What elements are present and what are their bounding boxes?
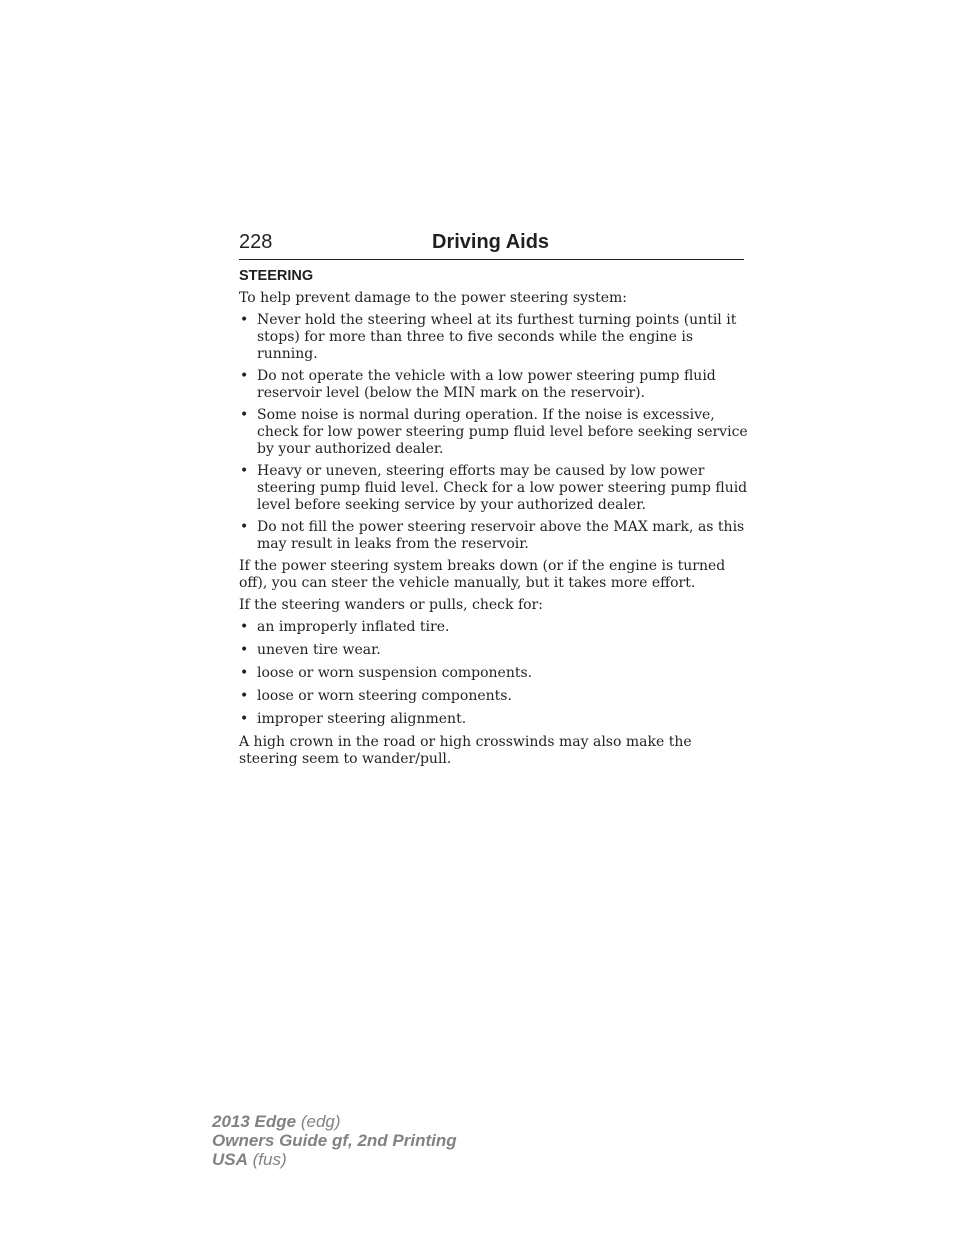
bullet-icon: • [240,519,249,535]
page-number: 228 [239,231,273,253]
footer-market: USA [212,1150,248,1169]
footer-line-market [212,1150,457,1169]
list-item-text: loose or worn suspension components. [257,665,533,681]
check-intro-paragraph: If the steering wanders or pulls, check for: [239,597,543,613]
page-header [239,228,744,260]
bullet-icon: • [240,312,249,328]
footer-model: 2013 Edge [212,1112,297,1131]
footer-model-code: (edg) [296,1112,341,1131]
bullet-icon: • [240,407,249,423]
footer [212,1112,457,1169]
bullet-icon: • [240,665,249,681]
list-item-text: Some noise is normal during operation. If the noise is excessive, check for low power steering pump fluid level before seeking service by your authorized dealer. [257,407,748,457]
footer-line-model [212,1112,457,1131]
list-item-text: loose or worn steering components. [257,688,512,704]
list-item [239,688,749,705]
list-item [239,711,749,728]
list-item-text: uneven tire wear. [257,642,381,658]
list-item-text: Do not fill the power steering reservoir above the MAX mark, as this may result in leaks from the reservoir. [257,519,745,552]
list-item-text: Heavy or uneven, steering efforts may be caused by low power steering pump fluid level. Check for a low power steering pump fluid level before seeking service by your authorized dealer. [257,463,748,513]
list-item-text: improper steering alignment. [257,711,467,727]
list-item-text: an improperly inflated tire. [257,619,450,635]
footer-guide: Owners Guide gf, 2nd Printing [212,1131,457,1150]
list-item [239,463,749,514]
bullet-icon: • [240,711,249,727]
check-list [239,619,749,728]
chapter-title: Driving Aids [432,231,550,253]
bullet-icon: • [240,688,249,704]
breakdown-paragraph: If the power steering system breaks down (or if the engine is turned off), you can steer the vehicle manually, but it takes more effort. [239,558,726,591]
list-item [239,368,749,402]
list-item [239,665,749,682]
list-item-text: Do not operate the vehicle with a low power steering pump fluid reservoir level (below the MIN mark on the reservoir). [257,368,716,401]
page-content [239,267,749,773]
footer-market-code: (fus) [247,1150,287,1169]
list-item [239,619,749,636]
bullet-icon: • [240,368,249,384]
intro-paragraph: To help prevent damage to the power steering system: [239,290,628,306]
list-item [239,519,749,553]
closing-paragraph: A high crown in the road or high crosswinds may also make the steering seem to wander/pull. [239,734,692,767]
list-item [239,642,749,659]
warning-list [239,312,749,553]
list-item [239,407,749,458]
section-heading: STEERING [239,268,314,284]
bullet-icon: • [240,642,249,658]
list-item-text: Never hold the steering wheel at its furthest turning points (until it stops) for more than three to five seconds while the engine is running. [257,312,737,362]
bullet-icon: • [240,463,249,479]
list-item [239,312,749,363]
bullet-icon: • [240,619,249,635]
